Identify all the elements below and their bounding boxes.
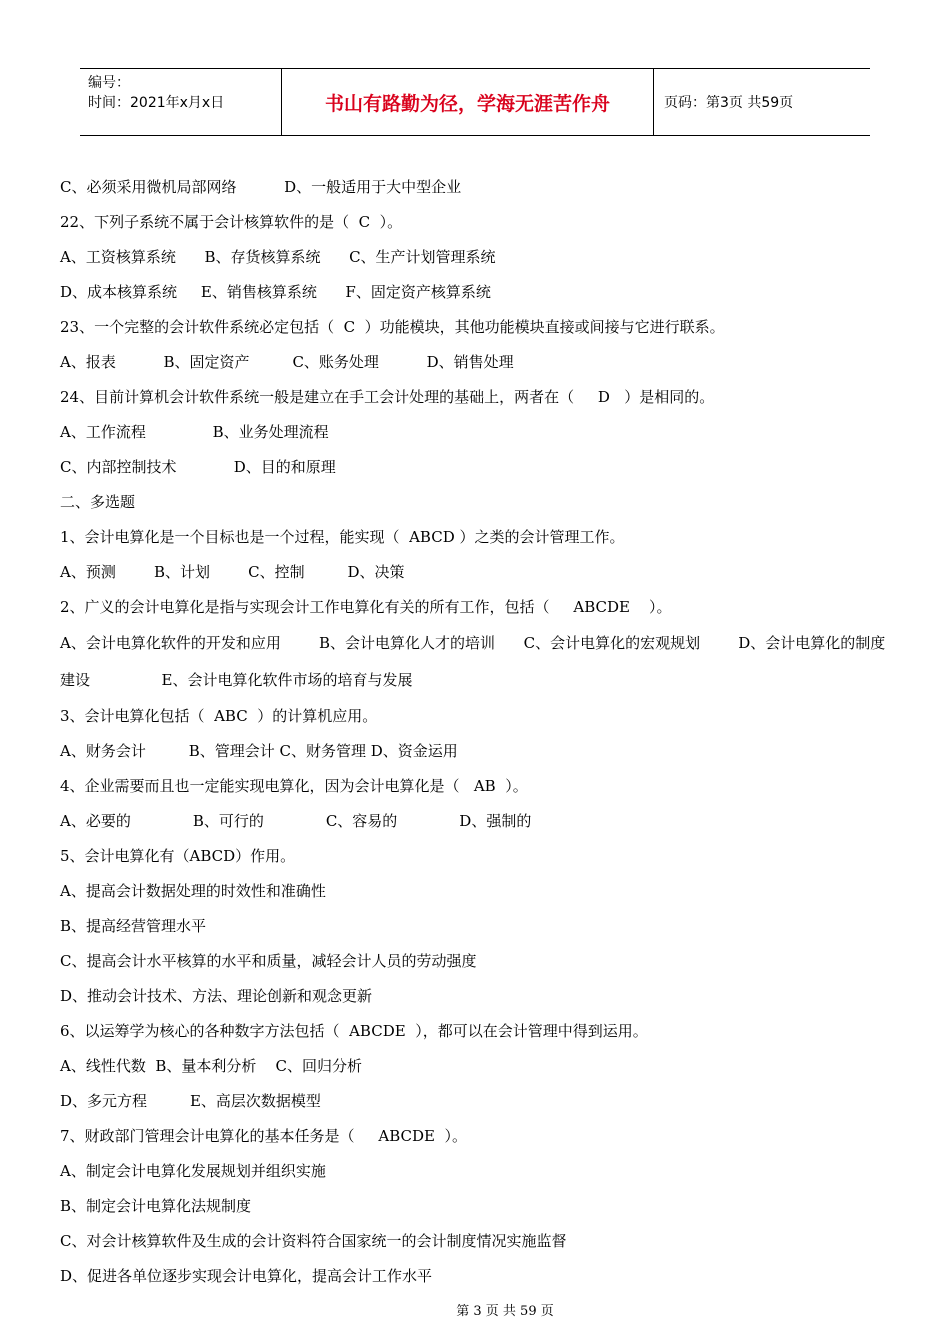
question-2: 2、广义的会计电算化是指与实现会计工作电算化有关的所有工作，包括（ ABCDE ）。 bbox=[60, 598, 672, 616]
text-line: A、报表 B、固定资产 C、账务处理 D、销售处理 bbox=[60, 353, 514, 371]
text-line: C、对会计核算软件及生成的会计资料符合国家统一的会计制度情况实施监督 bbox=[60, 1232, 567, 1250]
question-4: 4、企业需要而且也一定能实现电算化，因为会计电算化是（ AB ）。 bbox=[60, 777, 528, 795]
header-meta bbox=[80, 69, 282, 135]
code-label: 编号： bbox=[88, 75, 130, 91]
text-line: A、必要的 B、可行的 C、容易的 D、强制的 bbox=[60, 812, 532, 830]
question-24: 24、目前计算机会计软件系统一般是建立在手工会计处理的基础上，两者在（ D ）是相同的。 bbox=[60, 388, 715, 406]
question-6: 6、以运筹学为核心的各种数字方法包括（ ABCDE ），都可以在会计管理中得到运用。 bbox=[60, 1022, 648, 1040]
text-line: A、线性代数 B、量本利分析 C、回归分析 bbox=[60, 1057, 362, 1075]
text-line: B、制定会计电算化法规制度 bbox=[60, 1197, 252, 1215]
text-line: D、推动会计技术、方法、理论创新和观念更新 bbox=[60, 987, 373, 1005]
document-body bbox=[60, 170, 900, 1294]
text-line: A、财务会计 B、管理会计 C、财务管理 D、资金运用 bbox=[60, 742, 458, 760]
text-line: D、成本核算系统 E、销售核算系统 F、固定资产核算系统 bbox=[60, 283, 491, 301]
text-line: A、工作流程 B、业务处理流程 bbox=[60, 423, 329, 441]
text-line: C、必须采用微机局部网络 D、一般适用于大中型企业 bbox=[60, 178, 462, 196]
text-line: C、提高会计水平核算的水平和质量，减轻会计人员的劳动强度 bbox=[60, 952, 477, 970]
text-line: C、内部控制技术 D、目的和原理 bbox=[60, 458, 336, 476]
page-header bbox=[80, 68, 870, 136]
text-line: A、提高会计数据处理的时效性和准确性 bbox=[60, 882, 326, 900]
date-label: 时间：2021年x月x日 bbox=[88, 95, 225, 111]
header-page-number: 页码：第3页 共59页 bbox=[664, 95, 794, 111]
question-5: 5、会计电算化有（ABCD）作用。 bbox=[60, 847, 296, 865]
text-line: D、多元方程 E、高层次数据模型 bbox=[60, 1092, 321, 1110]
header-motto: 书山有路勤为径，学海无涯苦作舟 bbox=[282, 69, 654, 135]
question-23: 23、一个完整的会计软件系统必定包括（ C ）功能模块，其他功能模块直接或间接与它进行联系。 bbox=[60, 318, 725, 336]
text-line: B、提高经营管理水平 bbox=[60, 917, 207, 935]
text-line: A、会计电算化软件的开发和应用 B、会计电算化人才的培训 C、会计电算化的宏观规划 D、会计电算化的制度建设 E、会计电算化软件市场的培育与发展 bbox=[60, 634, 886, 689]
question-1: 1、会计电算化是一个目标也是一个过程，能实现（ ABCD ）之类的会计管理工作。 bbox=[60, 528, 625, 546]
text-line: A、工资核算系统 B、存货核算系统 C、生产计划管理系统 bbox=[60, 248, 496, 266]
text-line: D、促进各单位逐步实现会计电算化，提高会计工作水平 bbox=[60, 1267, 433, 1285]
question-22: 22、下列子系统不属于会计核算软件的是（ C ）。 bbox=[60, 213, 403, 231]
question-3: 3、会计电算化包括（ ABC ）的计算机应用。 bbox=[60, 707, 378, 725]
page-footer: 第 3 页 共 59 页 bbox=[456, 1304, 554, 1319]
text-line: A、预测 B、计划 C、控制 D、决策 bbox=[60, 563, 405, 581]
question-7: 7、财政部门管理会计电算化的基本任务是（ ABCDE ）。 bbox=[60, 1127, 468, 1145]
section-heading: 二、多选题 bbox=[60, 493, 136, 511]
text-line: A、制定会计电算化发展规划并组织实施 bbox=[60, 1162, 326, 1180]
